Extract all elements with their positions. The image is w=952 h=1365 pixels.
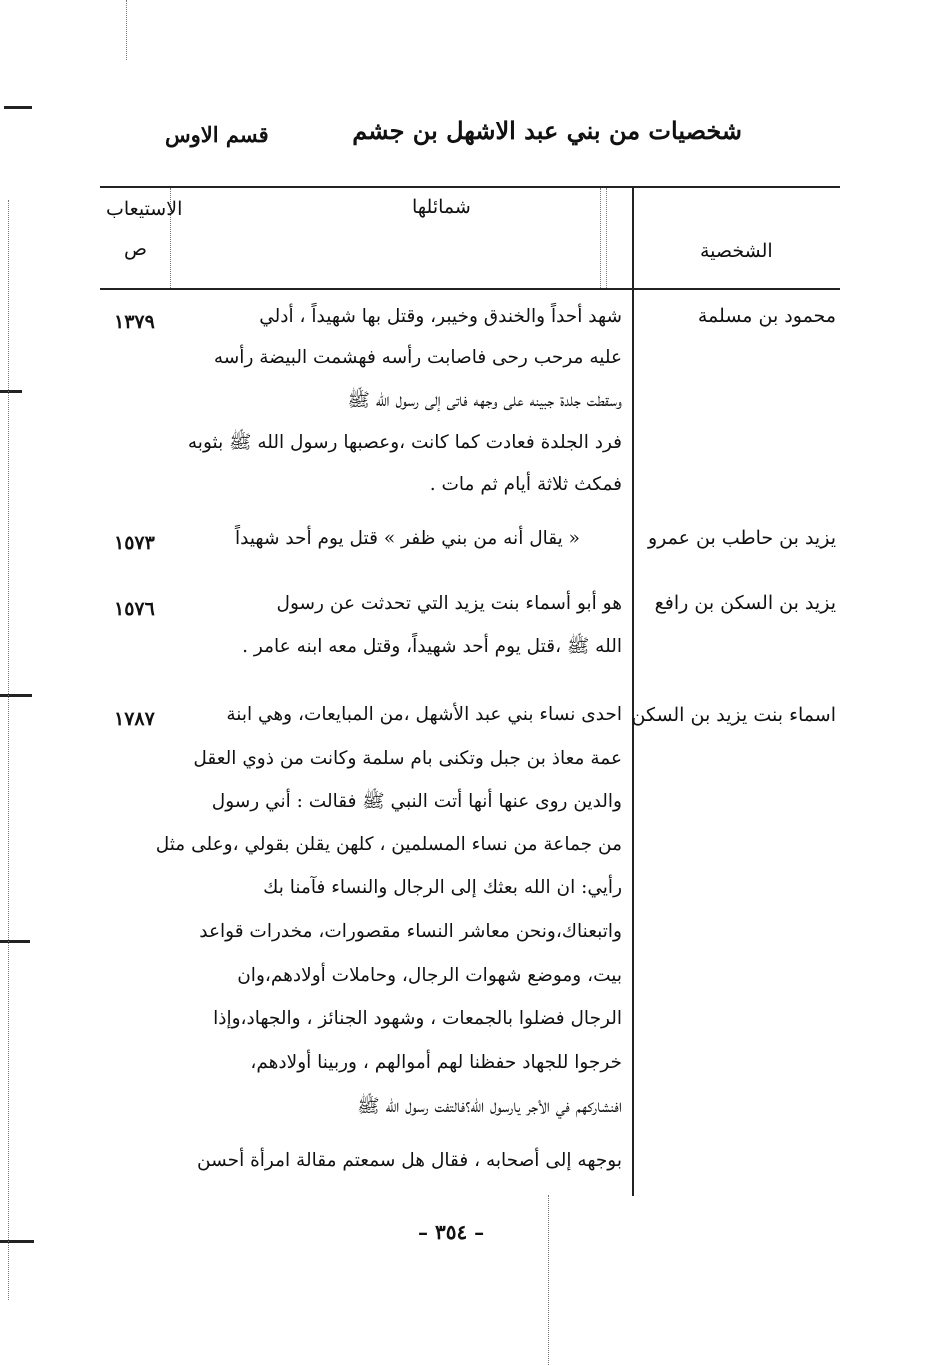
margin-mark	[0, 390, 22, 393]
text-line: هو أبو أسماء بنت يزيد التي تحدثت عن رسول	[276, 593, 622, 614]
text-line: « يقال أنه من بني ظفر » قتل يوم أحد شهيداً	[234, 528, 580, 549]
text-line: فرد الجلدة فعادت كما كانت ،وعصبها رسول الله ﷺ بثوبه	[187, 432, 622, 453]
person-name: يزيد بن حاطب بن عمرو	[648, 527, 836, 549]
page-title: شخصيات من بني عبد الاشهل بن جشم	[352, 116, 742, 145]
text-line: واتبعناك،ونحن معاشر النساء مقصورات، مخدرات قواعد	[199, 921, 622, 942]
person-name: اسماء بنت يزيد بن السكن	[631, 704, 836, 726]
text-line: من جماعة من نساء المسلمين ، كلهن يقلن بقولي ،وعلى مثل	[155, 834, 622, 855]
text-line: وسقطت جلدة جبينه على وجهه فاتى إلى رسول الله ﷺ	[347, 390, 622, 411]
margin-mark	[0, 694, 32, 697]
column-header-page: ص	[124, 238, 147, 260]
table-dotted-divider	[606, 188, 607, 288]
text-line: عمة معاذ بن جبل وتكنى بام سلمة وكانت من ذوي العقل	[193, 748, 622, 769]
fold-line	[8, 200, 9, 1300]
fold-line	[126, 0, 127, 60]
table-dotted-divider	[600, 188, 601, 288]
column-header-traits: شمائلها	[412, 196, 471, 218]
text-line: عليه مرحب رحى فاصابت رأسه فهشمت البيضة رأسه	[213, 347, 622, 368]
text-line: شهد أحداً والخندق وخيبر، وقتل بها شهيداً ، أدلي	[259, 306, 622, 327]
margin-mark	[0, 940, 30, 943]
text-line: فمكث ثلاثة أيام ثم مات .	[429, 474, 622, 495]
reference-number: ١٥٧٦	[114, 598, 155, 620]
column-header-istiab: الاستيعاب	[106, 198, 183, 220]
reference-number: ١٧٨٧	[114, 708, 155, 730]
table-top-rule	[100, 186, 840, 188]
text-line: بوجهه إلى أصحابه ، فقال هل سمعتم مقالة امرأة أحسن	[197, 1150, 622, 1171]
column-header-person: الشخصية	[700, 240, 773, 262]
table-column-divider	[632, 188, 634, 1196]
text-line: الله ﷺ ،قتل يوم أحد شهيداً، وقتل معه ابنه عامر .	[242, 636, 622, 657]
reference-number: ١٥٧٣	[114, 532, 155, 554]
text-line: رأيي: ان الله بعثك إلى الرجال والنساء فآمنا بك	[263, 877, 622, 898]
text-line: خرجوا للجهاد حفظنا لهم أموالهم ، وربينا أولادهم،	[250, 1052, 622, 1073]
text-line: الرجال فضلوا بالجمعات ، وشهود الجنائز ، والجهاد،وإذا	[213, 1008, 622, 1029]
person-name: يزيد بن السكن بن رافع	[654, 592, 836, 614]
reference-number: ١٣٧٩	[114, 311, 155, 333]
text-line: والدين روى عنها أنها أتت النبي ﷺ فقالت : أني رسول	[211, 791, 622, 812]
text-line: افنشاركهم في الأجر يارسول الله؟فالتفت رسول الله ﷺ	[357, 1096, 622, 1117]
person-name: محمود بن مسلمة	[697, 305, 836, 327]
text-line: احدى نساء بني عبد الأشهل ،من المبايعات، وهي ابنة	[226, 704, 622, 725]
fold-line	[548, 1195, 549, 1365]
text-line: بيت، وموضع شهوات الرجال، وحاملات أولادهم،وان	[237, 965, 622, 986]
margin-mark	[4, 106, 32, 109]
section-title: قسم الاوس	[165, 122, 269, 147]
margin-mark	[0, 1240, 34, 1243]
table-header-rule	[100, 288, 840, 290]
page-number: – ٣٥٤ –	[418, 1220, 485, 1244]
